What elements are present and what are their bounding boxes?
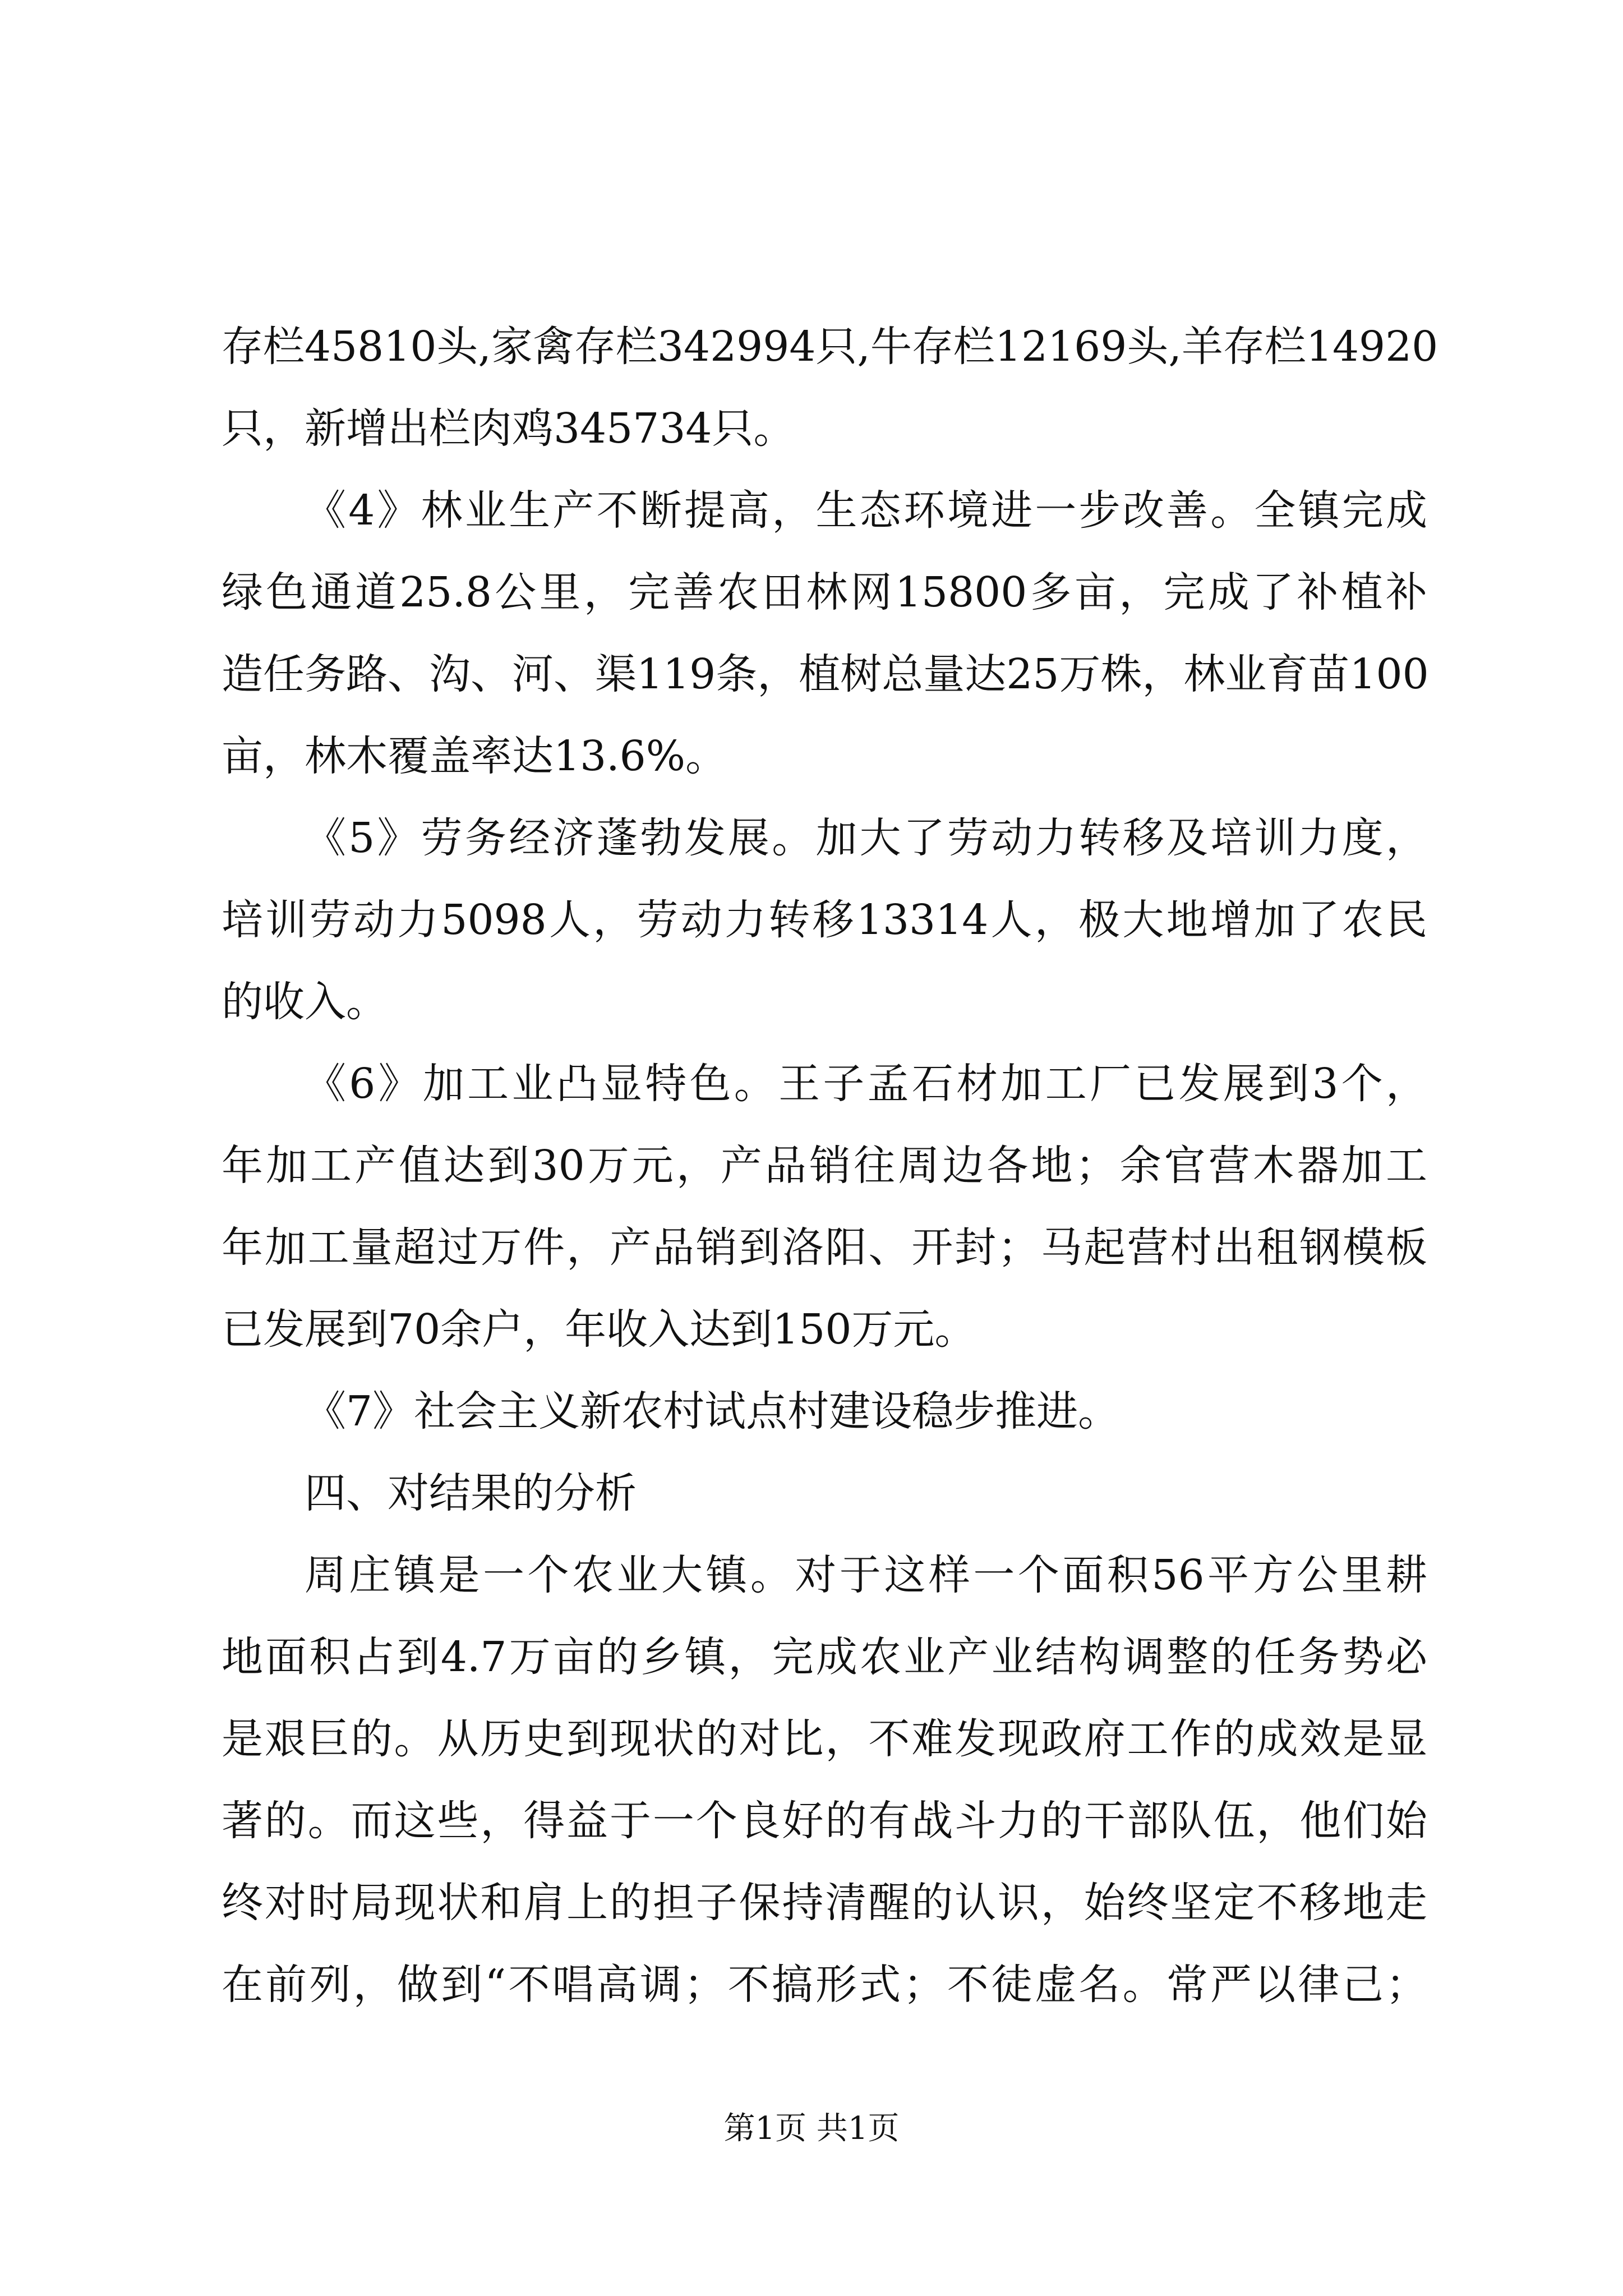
text-line: 四、对结果的分析 <box>305 1469 637 1517</box>
text-line: 著的。而这些，得益于一个良好的有战斗力的干部队伍，他们始 <box>222 1797 1427 1845</box>
text-line: 的收入。 <box>222 978 388 1026</box>
text-line: 亩，林木覆盖率达13.6%。 <box>222 732 727 780</box>
text-line: 《7》社会主义新农村试点村建设稳步推进。 <box>305 1387 1120 1435</box>
text-line: 《4》林业生产不断提高，生态环境进一步改善。全镇完成 <box>305 486 1427 535</box>
text-line: 存栏45810头,家禽存栏342994只,牛存栏12169头,羊存栏14920 <box>222 323 1438 371</box>
text-line: 地面积占到4.7万亩的乡镇，完成农业产业结构调整的任务势必 <box>222 1633 1427 1681</box>
document-body <box>222 306 1438 2026</box>
text-line: 年加工产值达到30万元，产品销往周边各地；余官营木器加工 <box>222 1142 1427 1190</box>
text-line: 年加工量超过万件，产品销到洛阳、开封；马起营村出租钢模板 <box>222 1223 1427 1272</box>
text-line: 周庄镇是一个农业大镇。对于这样一个面积56平方公里耕 <box>305 1551 1427 1599</box>
text-line: 是艰巨的。从历史到现状的对比，不难发现政府工作的成效是显 <box>222 1715 1427 1763</box>
text-line: 造任务路、沟、河、渠119条，植树总量达25万株，林业育苗100 <box>222 650 1429 698</box>
text-line: 已发展到70余户，年收入达到150万元。 <box>222 1305 976 1354</box>
text-line: 只，新增出栏肉鸡345734只。 <box>222 404 795 453</box>
text-line: 在前列，做到“不唱高调；不搞形式；不徒虚名。常严以律己； <box>222 1961 1427 2009</box>
text-line: 培训劳动力5098人，劳动力转移13314人，极大地增加了农民 <box>222 896 1427 944</box>
text-line: 《6》加工业凸显特色。王子孟石材加工厂已发展到3个， <box>305 1060 1427 1108</box>
text-line: 《5》劳务经济蓬勃发展。加大了劳动力转移及培训力度， <box>305 814 1427 862</box>
text-line: 绿色通道25.8公里，完善农田林网15800多亩，完成了补植补 <box>222 568 1427 616</box>
page-footer: 第1页 共1页 <box>723 2110 900 2147</box>
text-line: 终对时局现状和肩上的担子保持清醒的认识，始终坚定不移地走 <box>222 1879 1427 1927</box>
